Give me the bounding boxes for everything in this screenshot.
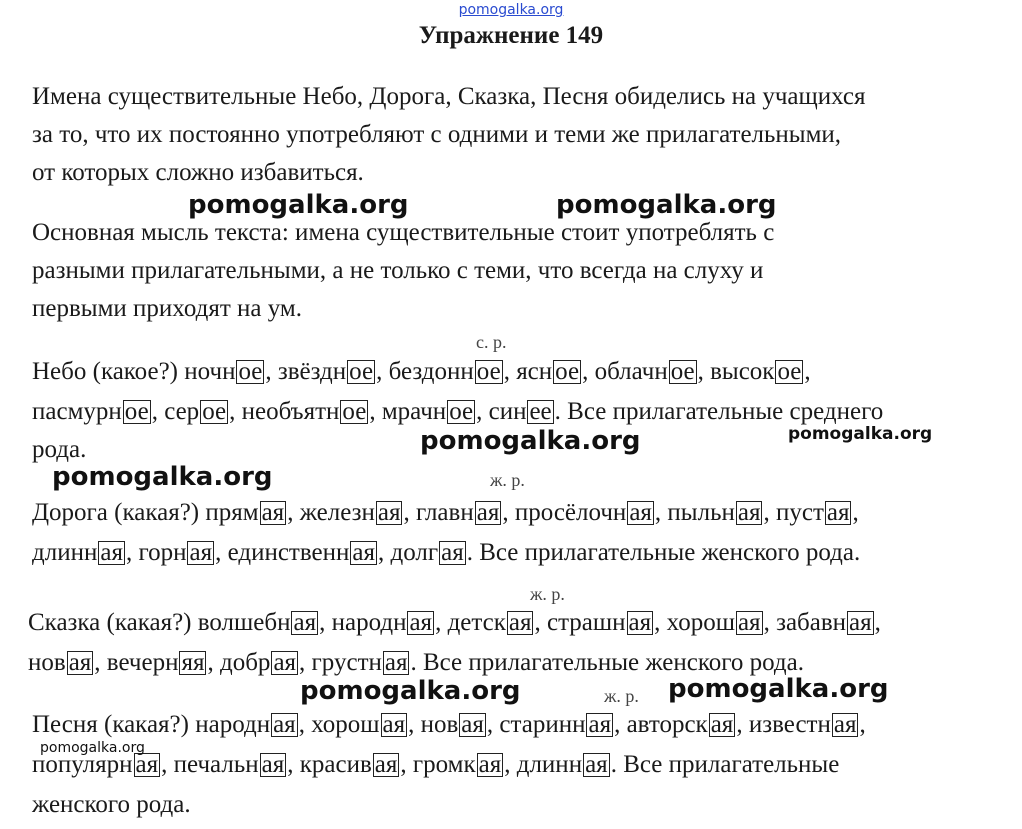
text-segment: , народн xyxy=(319,609,407,636)
text-segment: , главн xyxy=(403,499,474,526)
pesnya-line-1 xyxy=(32,710,866,740)
adjective-ending-box: ее xyxy=(529,398,552,425)
adjective-ending-box: ая xyxy=(585,751,608,778)
adjective-ending-box: ое xyxy=(476,358,501,385)
text-segment: , высок xyxy=(697,358,775,385)
adjective-ending-box: ая xyxy=(293,609,317,636)
watermark: pomogalka.org xyxy=(420,426,641,456)
exercise-title: Упражнение 149 xyxy=(418,22,604,49)
watermark: pomogalka.org xyxy=(556,190,777,220)
adjective-ending-box: ое xyxy=(238,358,263,385)
intro-line-3: от которых сложно избавиться. xyxy=(32,159,364,186)
text-segment: , пыльн xyxy=(654,499,735,526)
text-segment: , добр xyxy=(207,649,271,676)
text-segment: , необъятн xyxy=(229,398,340,425)
text-segment: . Все прилагательные xyxy=(610,751,840,778)
adjective-ending-box: ая xyxy=(273,649,297,676)
text-segment: , забавн xyxy=(763,609,847,636)
text-segment: , ясн xyxy=(503,358,553,385)
text-segment: , грустн xyxy=(299,649,382,676)
text-segment: , страшн xyxy=(534,609,626,636)
idea-line-2: разными прилагательными, а не только с теми, что всегда на слуху и xyxy=(32,257,764,284)
idea-line-1: Основная мысль текста: имена существительные стоит употреблять с xyxy=(32,219,775,246)
adjective-ending-box: ая xyxy=(461,711,484,738)
text-segment: нов xyxy=(28,649,66,676)
text-segment: , мрачн xyxy=(369,398,447,425)
text-segment: Сказка (какая?) волшебн xyxy=(28,609,291,636)
text-segment: Песня (какая?) народн xyxy=(32,711,271,738)
adjective-ending-box: ая xyxy=(382,711,406,738)
adjective-ending-box: ая xyxy=(508,609,532,636)
doroga-line-2 xyxy=(32,538,860,568)
text-segment: , единственн xyxy=(215,539,350,566)
gender-label-feminine-3: ж. р. xyxy=(604,686,639,706)
text-segment: длинн xyxy=(32,539,98,566)
adjective-ending-box: ое xyxy=(670,358,695,385)
adjective-ending-box: ая xyxy=(710,711,734,738)
adjective-ending-box: ое xyxy=(342,398,367,425)
adjective-ending-box: ая xyxy=(441,539,464,566)
adjective-ending-box: ая xyxy=(100,539,123,566)
gender-label-feminine-1: ж. р. xyxy=(490,470,525,490)
adjective-ending-box: ая xyxy=(478,751,502,778)
adjective-ending-box: ая xyxy=(384,649,408,676)
gender-label-neuter: с. р. xyxy=(476,332,507,352)
text-segment: , детск xyxy=(435,609,506,636)
text-segment: , громк xyxy=(400,751,476,778)
text-segment: , хорош xyxy=(298,711,380,738)
text-segment: , сер xyxy=(151,398,200,425)
adjective-ending-box: ая xyxy=(629,499,652,526)
text-segment: , красив xyxy=(287,751,372,778)
adjective-ending-box: ая xyxy=(737,499,761,526)
adjective-ending-box: ое xyxy=(449,398,474,425)
pesnya-line-2 xyxy=(32,750,839,780)
adjective-ending-box: ое xyxy=(777,358,802,385)
text-segment: , просёлочн xyxy=(502,499,627,526)
adjective-ending-box: ая xyxy=(135,751,159,778)
adjective-ending-box: ая xyxy=(737,609,761,636)
adjective-ending-box: ая xyxy=(374,751,398,778)
adjective-ending-box: ая xyxy=(352,539,375,566)
intro-line-1: Имена существительные Небо, Дорога, Сказка, Песня обиделись на учащихся xyxy=(32,83,866,110)
adjective-ending-box: ая xyxy=(273,711,296,738)
gender-label-feminine-2: ж. р. xyxy=(530,584,565,604)
text-segment: , звёздн xyxy=(265,358,347,385)
watermark: pomogalka.org xyxy=(668,674,889,704)
text-segment: , xyxy=(874,609,881,636)
text-segment: , син xyxy=(476,398,527,425)
watermark: pomogalka.org xyxy=(300,676,521,706)
text-segment: , железн xyxy=(287,499,375,526)
watermark: pomogalka.org xyxy=(40,740,145,756)
text-segment: . Все прилагательные женского рода. xyxy=(466,539,861,566)
text-segment: , облачн xyxy=(582,358,668,385)
intro-line-2: за то, что их постоянно употребляют с одними и теми же прилагательными, xyxy=(32,121,842,148)
watermark: pomogalka.org xyxy=(788,424,933,444)
text-segment: . Все прилагательные женского рода. xyxy=(410,649,804,676)
site-link[interactable]: pomogalka.org xyxy=(458,2,564,18)
text-segment: , xyxy=(859,711,866,738)
adjective-ending-box: ая xyxy=(377,499,401,526)
adjective-ending-box: ая xyxy=(628,609,652,636)
text-segment: Небо (какое?) ночн xyxy=(32,358,236,385)
skazka-line-1 xyxy=(28,608,881,638)
text-segment: , долг xyxy=(377,539,439,566)
nebo-line-1 xyxy=(32,357,811,387)
text-segment: , пуст xyxy=(763,499,824,526)
text-segment: , вечерн xyxy=(94,649,179,676)
text-segment: , печальн xyxy=(161,751,259,778)
text-segment: , бездонн xyxy=(376,358,474,385)
text-segment: , известн xyxy=(736,711,831,738)
text-segment: , хорош xyxy=(654,609,735,636)
text-segment: , длинн xyxy=(504,751,583,778)
adjective-ending-box: ая xyxy=(409,609,433,636)
text-segment: , нов xyxy=(408,711,459,738)
adjective-ending-box: ое xyxy=(202,398,227,425)
nebo-line-2 xyxy=(32,397,883,427)
adjective-ending-box: ая xyxy=(826,499,850,526)
doroga-line-1 xyxy=(32,498,859,528)
adjective-ending-box: ая xyxy=(476,499,500,526)
adjective-ending-box: ое xyxy=(555,358,580,385)
text-segment: Дорога (какая?) прям xyxy=(32,499,259,526)
idea-line-3: первыми приходят на ум. xyxy=(32,295,302,322)
text-segment: . Все прилагательные среднего xyxy=(554,398,884,425)
text-segment: , горн xyxy=(125,539,187,566)
adjective-ending-box: ая xyxy=(261,751,285,778)
text-segment: , авторск xyxy=(614,711,708,738)
adjective-ending-box: ая xyxy=(68,649,92,676)
adjective-ending-box: ое xyxy=(349,358,374,385)
adjective-ending-box: ая xyxy=(261,499,285,526)
text-segment: , старинн xyxy=(486,711,586,738)
adjective-ending-box: ая xyxy=(588,711,612,738)
adjective-ending-box: ая xyxy=(849,609,872,636)
watermark: pomogalka.org xyxy=(52,462,273,492)
text-segment: популярн xyxy=(32,751,133,778)
adjective-ending-box: ая xyxy=(189,539,213,566)
nebo-line-3: рода. xyxy=(32,436,87,463)
adjective-ending-box: ое xyxy=(124,398,149,425)
text-segment: , xyxy=(852,499,859,526)
text-segment: пасмурн xyxy=(32,398,122,425)
adjective-ending-box: яя xyxy=(181,649,205,676)
pesnya-line-3: женского рода. xyxy=(32,791,191,818)
adjective-ending-box: ая xyxy=(833,711,857,738)
text-segment: , xyxy=(804,358,811,385)
watermark: pomogalka.org xyxy=(188,190,409,220)
